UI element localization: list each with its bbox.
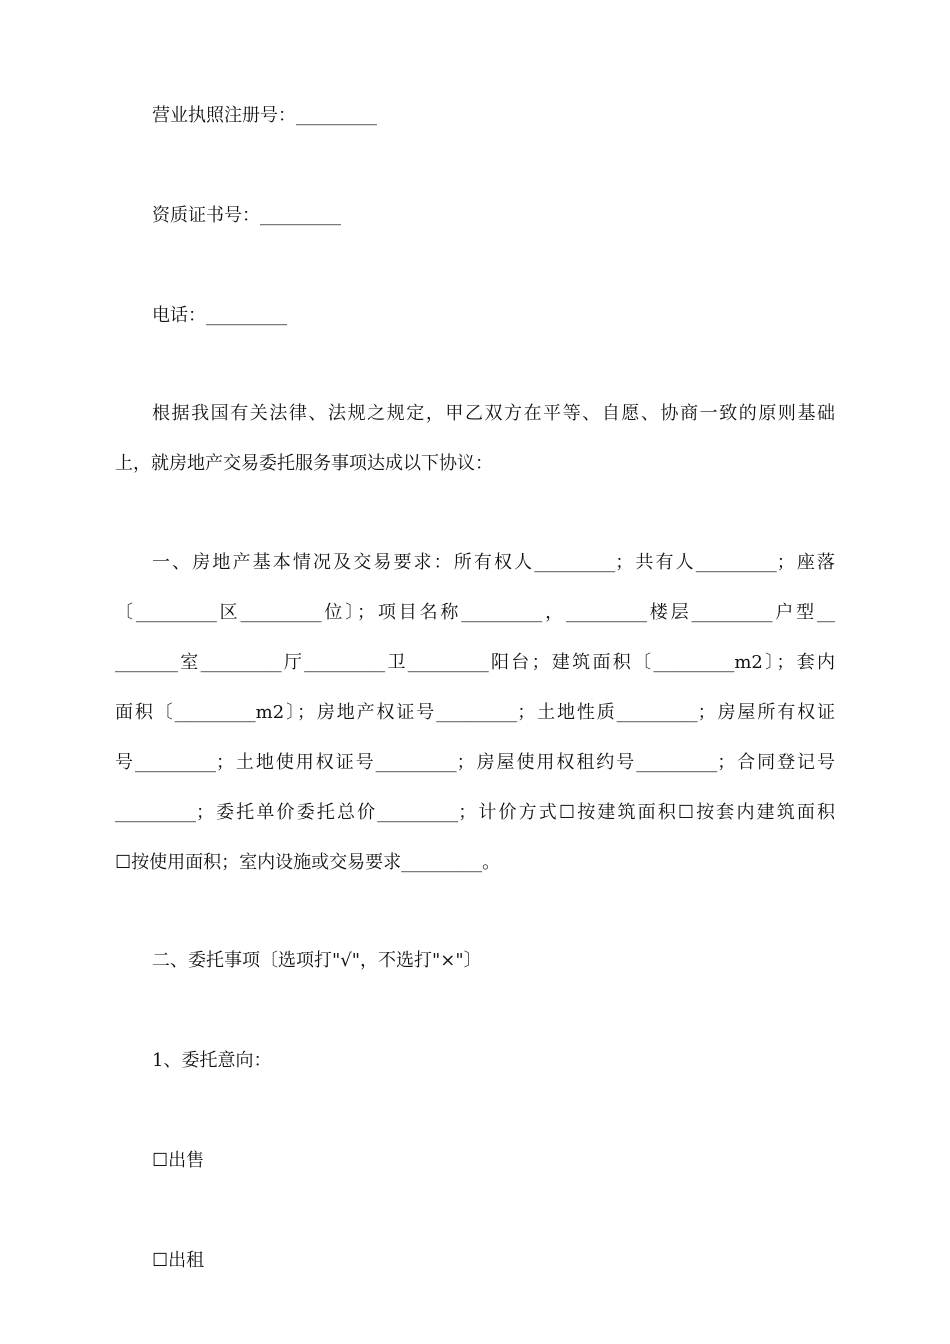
intent-label: 1、委托意向： <box>152 1050 272 1071</box>
phone-field: 电话：_________ <box>152 305 287 326</box>
option-sell-checkbox[interactable]: ☐出售 <box>152 1150 205 1171</box>
intro-paragraph <box>115 402 835 502</box>
section1-line: 一、房地产基本情况及交易要求：所有权人_________；共有人_________；座落 <box>152 552 835 573</box>
qualification-certificate-field: 资质证书号：_________ <box>152 205 341 226</box>
section1-line: 面积〔_________m2〕；房地产权证号_________；土地性质_________；房屋所有权证 <box>115 702 835 723</box>
license-number-field: 营业执照注册号：_________ <box>152 105 377 126</box>
section1-line: _________；委托单价委托总价_________；计价方式☐按建筑面积☐按套内建筑面积 <box>115 802 835 823</box>
section1-paragraph <box>115 551 835 901</box>
section1-line: 〔_________区_________位〕；项目名称_________，_________楼层_________户型__ <box>115 602 835 623</box>
section2-title: 二、委托事项〔选项打"√"，不选打"×"〕 <box>152 950 482 971</box>
section1-line: _______室_________厅_________卫_________阳台；建筑面积〔_________m2〕；套内 <box>115 652 835 673</box>
section1-line: ☐按使用面积；室内设施或交易要求_________。 <box>115 852 501 873</box>
section1-line: 号_________；土地使用权证号_________；房屋使用权租约号_________；合同登记号 <box>115 752 835 773</box>
option-rent-checkbox[interactable]: ☐出租 <box>152 1250 205 1271</box>
intro-line: 上，就房地产交易委托服务事项达成以下协议： <box>115 453 493 474</box>
intro-line: 根据我国有关法律、法规之规定，甲乙双方在平等、自愿、协商一致的原则基础 <box>152 403 835 424</box>
